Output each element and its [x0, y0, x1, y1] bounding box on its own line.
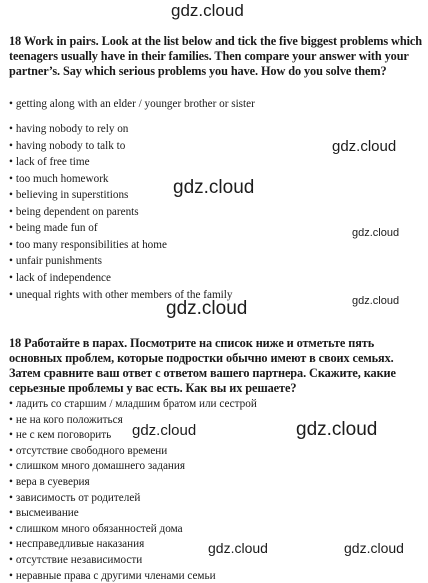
list-item-text: having nobody to rely on [15, 123, 129, 135]
bullet-point: • [9, 413, 13, 426]
list-item [9, 254, 102, 268]
bullet-point: • [9, 554, 13, 566]
list-item-text: too many responsibilities at home [15, 238, 167, 251]
bullet-point: • [9, 491, 13, 504]
list-item [9, 553, 142, 567]
list-item-text: неравные права с другими членами семьи [15, 569, 216, 582]
list-item-text: зависимость от родителей [15, 491, 141, 504]
bullet-point: • [9, 271, 13, 284]
list-item [9, 139, 125, 153]
watermark: gdz.cloud [296, 419, 378, 440]
bullet-point: • [9, 398, 13, 410]
bullet-point: • [9, 507, 13, 520]
list-item-text: believing in superstitions [15, 189, 129, 202]
list-item [9, 97, 255, 111]
list-item-text: lack of independence [15, 271, 111, 284]
list-item [9, 122, 128, 136]
list-item-text: высмеивание [15, 507, 79, 520]
list-item-text: ладить со старшим / младшим братом или сестрой [15, 398, 257, 410]
list-item [9, 397, 257, 411]
watermark: gdz.cloud [344, 540, 404, 556]
list-item-text: unequal rights with other members of the family [15, 288, 233, 301]
exercise-instruction-english: 18 Work in pairs. Look at the list below and tick the five biggest problems which teenagers usually have in their families. Then compare your answer with your partner’s. Say which serious problems you have. How do you solve them? [9, 34, 422, 78]
list-item-text: не на кого положиться [15, 413, 123, 426]
list-item [9, 537, 144, 551]
list-item-text: unfair punishments [15, 255, 102, 268]
bullet-point: • [9, 123, 13, 135]
list-item [9, 491, 140, 505]
watermark: gdz.cloud [208, 540, 268, 556]
watermark: gdz.cloud [352, 227, 400, 239]
watermark: gdz.cloud [132, 422, 197, 439]
bullet-point: • [9, 156, 13, 169]
list-item [9, 271, 111, 285]
watermark: gdz.cloud [332, 138, 397, 155]
list-item [9, 188, 128, 202]
list-item-text: не с кем поговорить [15, 429, 112, 442]
list-item-text: несправедливые наказания [15, 538, 145, 551]
bullet-point: • [9, 238, 13, 251]
bullet-point: • [9, 189, 13, 202]
list-item-text: отсутствие независимости [15, 554, 143, 566]
list-item [9, 238, 167, 252]
bullet-point: • [9, 444, 13, 457]
bullet-point: • [9, 288, 13, 301]
bullet-point: • [9, 522, 13, 535]
list-item-text: слишком много домашнего задания [15, 460, 186, 473]
list-item-text: having nobody to talk to [15, 139, 126, 152]
list-item [9, 172, 109, 186]
bullet-point: • [9, 538, 13, 551]
watermark: gdz.cloud [171, 1, 244, 20]
list-item-text: вера в суеверия [15, 476, 90, 488]
bullet-point: • [9, 569, 13, 582]
bullet-point: • [9, 172, 13, 185]
list-item [9, 475, 90, 489]
list-item [9, 413, 123, 427]
list-item [9, 569, 216, 583]
list-item-text: being made fun of [15, 222, 98, 235]
list-item-text: being dependent on parents [15, 205, 139, 218]
list-item-text: too much homework [15, 172, 109, 185]
bullet-point: • [9, 205, 13, 218]
list-item [9, 506, 79, 520]
exercise-instruction-russian: 18 Работайте в парах. Посмотрите на список ниже и отметьте пять основных проблем, которые подростки обычно имеют в своих семьях. Затем сравните ваш ответ с ответом вашего партнера. Скажите, какие серьезные проблемы у вас есть. Как вы их решаете? [9, 336, 396, 395]
watermark: gdz.cloud [352, 295, 400, 307]
list-item [9, 155, 90, 169]
list-item [9, 221, 98, 235]
list-item [9, 205, 139, 219]
bullet-point: • [9, 255, 13, 268]
list-item-text: слишком много обязанностей дома [15, 522, 183, 535]
list-item-text: отсутствие свободного времени [15, 444, 168, 457]
list-item [9, 444, 167, 458]
bullet-point: • [9, 222, 13, 235]
bullet-point: • [9, 476, 13, 488]
watermark: gdz.cloud [173, 177, 255, 198]
watermark: gdz.cloud [166, 298, 248, 319]
list-item-text: lack of free time [15, 156, 90, 169]
list-item [9, 459, 185, 473]
bullet-point: • [9, 460, 13, 473]
bullet-point: • [9, 98, 13, 110]
bullet-point: • [9, 429, 13, 442]
list-item [9, 428, 111, 442]
list-item-text: getting along with an elder / younger brother or sister [15, 98, 255, 110]
list-item [9, 522, 183, 536]
bullet-point: • [9, 139, 13, 152]
